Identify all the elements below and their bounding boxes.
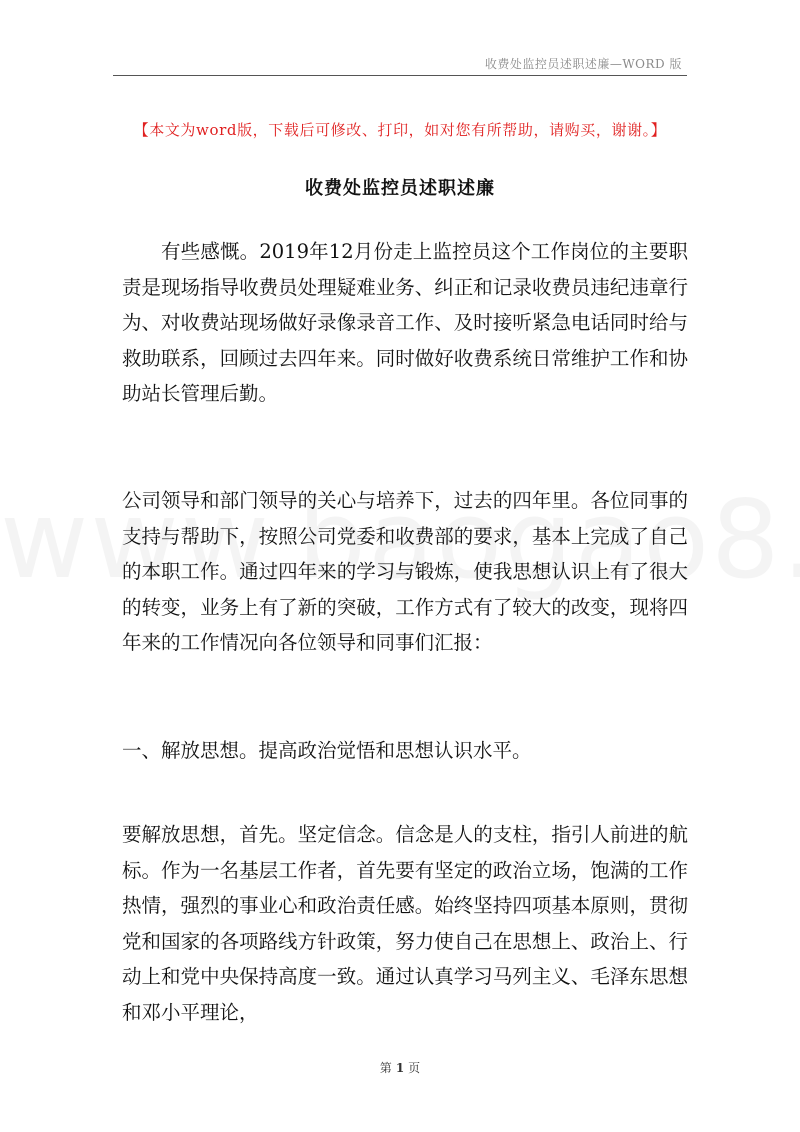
page-footer — [0, 1059, 800, 1076]
running-header: 收费处监控员述职述廉—WORD 版 — [484, 57, 682, 71]
document-title: 收费处监控员述职述廉 — [305, 178, 495, 199]
paragraph-2: 公司领导和部门领导的关心与培养下，过去的四年里。各位同事的支持与帮助下，按照公司党委和收费部的要求，基本上完成了自己的本职工作。通过四年来的学习与锻炼，使我思想认识上有了很大的转变，业务上有了新的突破，工作方式有了较大的改变，现将四年来的工作情况向各位领导和同事们汇报： — [122, 489, 688, 654]
purchase-notice: 【本文为word版，下载后可修改、打印，如对您有所帮助，请购买，谢谢。】 — [133, 121, 667, 139]
footer-suffix: 页 — [408, 1061, 421, 1075]
footer-prefix: 第 — [379, 1061, 392, 1075]
section-heading-1: 一、解放思想。提高政治觉悟和思想认识水平。 — [122, 739, 532, 762]
paragraph-1: 有些感慨。2019年12月份走上监控员这个工作岗位的主要职责是现场指导收费员处理疑难业务、纠正和记录收费员违纪违章行为、对收费站现场做好录像录音工作、及时接听紧急电话同时给与救助联系，回顾过去四年来。同时做好收费系统日常维护工作和协助站长管理后勤。 — [122, 240, 688, 405]
page-number: 1 — [395, 1061, 405, 1075]
header-divider — [113, 75, 687, 76]
paragraph-3: 要解放思想，首先。坚定信念。信念是人的支柱，指引人前进的航标。作为一名基层工作者，首先要有坚定的政治立场，饱满的工作热情，强烈的事业心和政治责任感。始终坚持四项基本原则，贯彻党和国家的各项路线方针政策，努力使自己在思想上、政治上、行动上和党中央保持高度一致。通过认真学习马列主义、毛泽东思想和邓小平理论， — [122, 823, 688, 1024]
